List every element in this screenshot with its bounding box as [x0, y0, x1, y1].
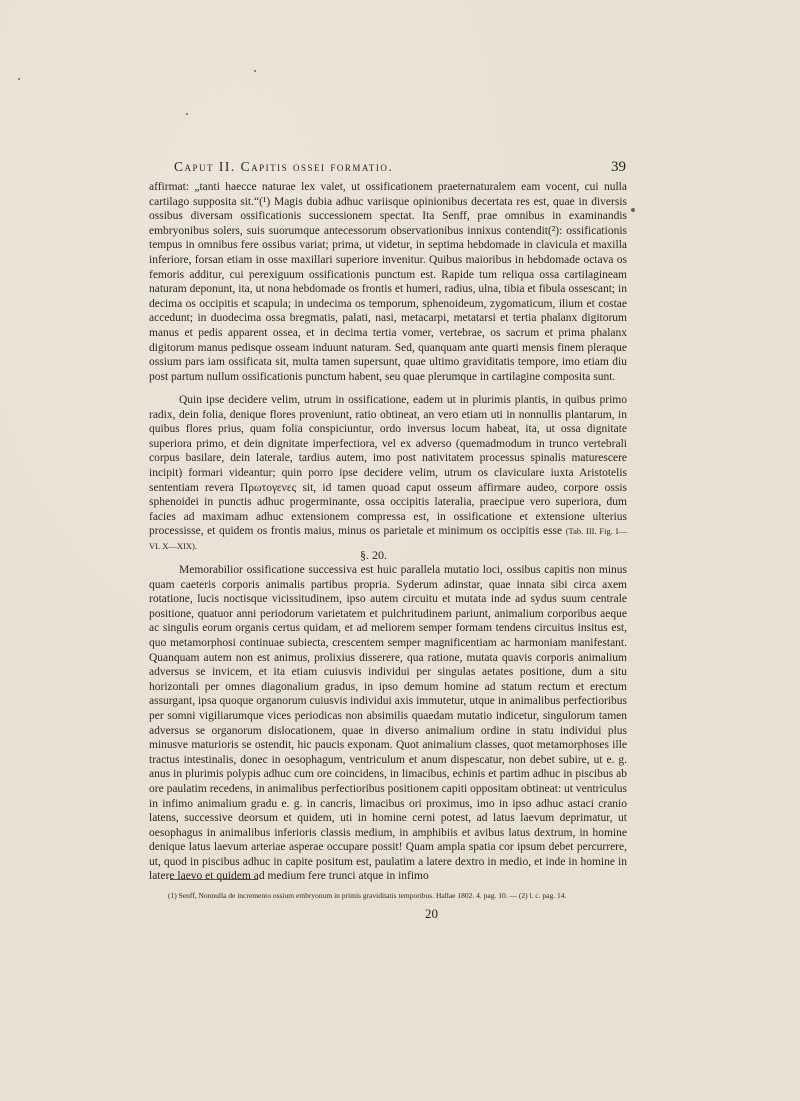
speck [18, 78, 20, 80]
paragraph-text: affirmat: „tanti haecce naturae lex valet, ut ossificationem praeternaturalem eam vocent, cui nulla cartilago supposita sit.“(¹) Magis dubia adhuc variisque opinionibus decertata res est, quae in diversis ossibus diversam ossificationis successionem spectat. Ita Senff, prae omnibus in examinandis embryonibus solers, suis suorumque antecessorum observationibus innixus contendit(²): ossificationis tempus in omnibus fere ossibus variat; prima, ut videtur, in septima hebdomade in clavicula et maxilla inferiore, forsan etiam in osse maxillari superiore invenitur. Quibus maioribus in hebdomade octava os femoris additur, cui perexiguum ossificationis punctum est. Rapide tum reliqua ossa cartilagineam naturam deponunt, ita, ut nona hebdomade os frontis et humeri, radius, ulna, tibia et fibula ossescant; in decima os occipitis et scapula; in undecima os temporum, sphenoideum, zygomaticum, ilium et costae accedunt; in duodecima ossa bregmatis, palati, nasi, metacarpi, metatarsi et tertia phalanx digitorum manus et pedis apparent ossea, et in decima tertia vomer, vertebrae, os sacrum et prima phalanx digitorum manus pedisque osseam induunt naturam. Sed, quanquam ante quarti mensis finem pleraque ossium pars iam ossificata sit, multa tamen supersunt, quae ultimo graviditatis tempore, imo etiam diu post partum nullum ossificationis punctum habent, seu quae plerumque in cartilagine composita sunt. [149, 181, 627, 383]
paragraph-2 [149, 393, 627, 554]
plate-reference: (Tab. III. Fig. I—VI. X—XIX). [149, 526, 627, 551]
speck [186, 113, 188, 115]
section-heading: §. 20. [360, 548, 387, 562]
signature-mark: 20 [425, 906, 438, 921]
footnote-rule [170, 879, 258, 880]
speck [254, 70, 256, 72]
paragraph-3 [149, 563, 627, 884]
speck [631, 208, 635, 212]
header-title: Caput II. Capitis ossei formatio. [174, 159, 394, 174]
footnote: (1) Senff, Nonnulla de incremento ossium embryonum in primis graviditatis temporibus. Hallae 1802. 4. pag. 10. — (2) l. c. pag. 14. [168, 891, 567, 900]
paragraph-text: Quin ipse decidere velim, utrum in ossificatione, eadem ut in plurimis plantis, in quibus primo radix, dein folia, denique flores proveniunt, ratio obtineat, an vero etiam uti in nonnullis plantarum, in quibus flores prius, quam folia conspiciuntur, ordo inversus locum habeat, ita, ut ossa dignitate superiora primo, et dein dignitate imperfectiora, vel ex adverso (quemadmodum in trunco vertebrali corpus basilare, dein laterale, tardius autem, imo post nativitatem processus spinalis maturescere incipit) formari videantur; quin porro ipse decidere velim, utrum os claviculare iuxta Aristotelis sententiam revera Πρωτογενες sit, id tamen quoad caput osseum affirmare audeo, corpore ossis sphenoidei in punctis adhuc progerminante, ossa occipitis lateralia, praecipue vero superiora, dum facies ad maximam adhuc extensionem compressa est, in ossificatione et extensione ulterius processisse, et quidem os frontis maius, minus os parietale et minimum os occipitis esse [149, 394, 627, 538]
paragraph-1 [149, 180, 627, 384]
paragraph-text: Memorabilior ossificatione successiva est huic parallela mutatio loci, ossibus capitis non minus quam caeteris corporis animalis partibus propria. Syderum adinstar, quae innata sibi circa axem rotatione, lucis noctisque vicissitudinem, ipso autem circuitu et mutata inde ad sydus suum centrale positione, quatuor anni periodorum varietatem et pulchritudinem pariunt, animalium corporibus aeque ac singulis eorum organis certus quidam, et ad meliorem semper formam tendens circuitus insitus est, quo metamorphosi continuae subiecta, crescentem semper magnificentiam ac harmoniam manifestant. Quanquam autem non est animus, prolixius disserere, qua ratione, mutata quavis corporis animalium adversus se invicem, et ita etiam cuiusvis individui per singulas aetates positione, dum a situ horizontali per omnes diagonalium gradus, in ipso demum homine ad statum rectum et erectum assurgant, ipsa quoque organorum cuiusvis individui axis immutetur, utque in animalibus perfectioribus per somni vigiliarumque vices periodicas non absimilis quaedam mutatio indicetur, singulorum tamen adversus se organorum dislocationem, quae in diverso animalium ordine in statu individui plus minusve maturioris se ostendit, hic paucis exponam. Quot animalium classes, quot metamorphoses ille tractus intestinalis, donec in oesophagum, ventriculum et anum dispescatur, non debet subire, ut e. g. anus in plurimis polypis adhuc cum ore coincidens, in limacibus, echinis et partim adhuc in piscibus ab ore paulatim recedens, in animalibus perfectioribus positionem capiti oppositam obtineat: ut ventriculus in infimo animalium gradu e. g. in cancris, limacibus ori proximus, imo in ipso adhuc astaci cranio latens, successive deorsum et quidem, uti in homine cerni potest, ad latus laevum deprimatur, ut oesophagus in animalibus inferioris classis medium, in amphibiis et avibus latus dextrum, in homine denique latus laevum arteriae asperae occupare possit! Quam ampla spatia cor ipsum debet percurrere, ut, quod in piscibus adhuc in capite positum est, paulatim a latere dextro in medio, et inde in homine in latere laevo et quidem ad medium fere trunci atque in infimo [149, 564, 627, 883]
running-header [174, 159, 626, 176]
page-number: 39 [611, 159, 626, 175]
